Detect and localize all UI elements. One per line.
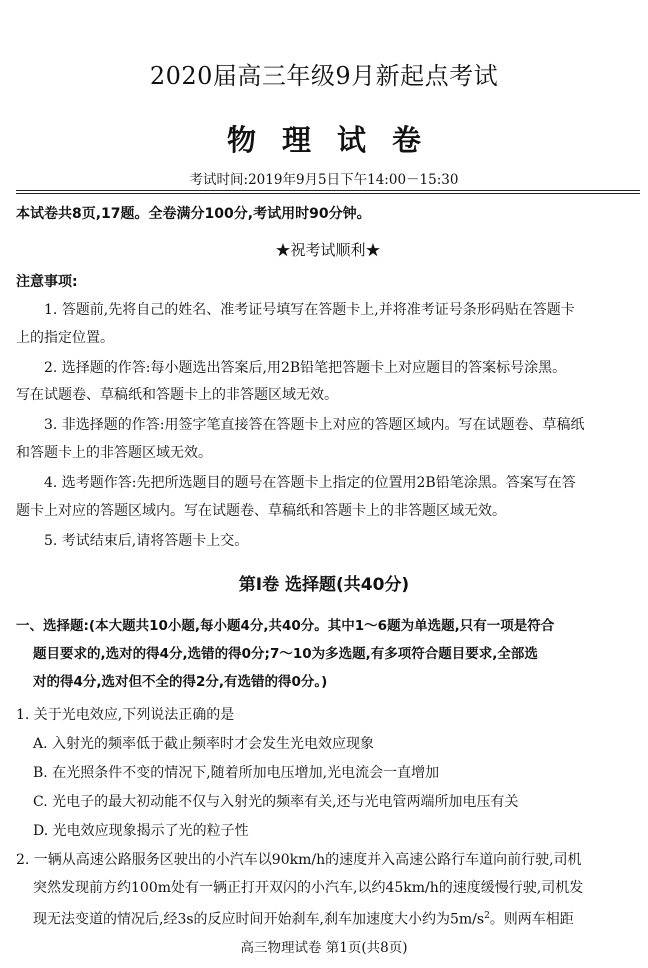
notice-1-line-1: 1. 答题前,先将自己的姓名、准考证号填写在答题卡上,并将准考证号条形码贴在答题卡 <box>44 302 575 318</box>
notice-2-line-1: 2. 选择题的作答:每小题选出答案后,用2B铅笔把答题卡上对应题目的答案标号涂黑。 <box>44 360 567 376</box>
section-instructions-line-2: 题目要求的,选对的得4分,选错的得0分;7～10为多选题,有多项符合题目要求,全部选 <box>33 646 538 662</box>
question-2-line-3-text: 现无法变道的情况后,经3s的反应时间开始刹车,刹车加速度大小约为5m/s <box>33 911 485 928</box>
exam-time: 考试时间:2019年9月5日下午14:00－15:30 <box>189 172 459 188</box>
notice-3-line-1: 3. 非选择题的作答:用签字笔直接答在答题卡上对应的答题区域内。写在试题卷、草稿纸 <box>44 417 585 433</box>
section-instructions-line-3: 对的得4分,选对但不全的得2分,有选错的得0分。) <box>33 674 328 690</box>
question-2-line-2: 突然发现前方约100m处有一辆正打开双闪的小汽车,以约45km/h的速度缓慢行驶,司机发 <box>33 880 584 896</box>
subject-title: 物理试卷 <box>226 123 447 157</box>
part-1-title: 第Ⅰ卷 选择题(共40分) <box>238 575 410 595</box>
question-2-line-3-tail: 。则两车相距 <box>489 911 574 928</box>
notice-heading: 注意事项: <box>16 274 78 290</box>
header-divider-double <box>16 193 640 194</box>
notice-4-line-2: 题卡上对应的答题区域内。写在试题卷、草稿纸和答题卡上的非答题区域无效。 <box>16 503 506 519</box>
question-1-option-d: D. 光电效应现象揭示了光的粒子性 <box>33 823 249 839</box>
page-footer: 高三物理试卷 第1页(共8页) <box>240 940 408 956</box>
notice-3-line-2: 和答题卡上的非答题区域无效。 <box>16 445 212 461</box>
question-2-line-1: 2. 一辆从高速公路服务区驶出的小汽车以90km/h的速度并入高速公路行车道向前行驶,司机 <box>16 852 582 868</box>
notice-5: 5. 考试结束后,请将答题卡上交。 <box>44 533 249 549</box>
question-1-stem: 1. 关于光电效应,下列说法正确的是 <box>16 707 235 723</box>
exponent: 2 <box>484 911 490 921</box>
good-luck-wish: ★祝考试顺利★ <box>275 241 381 259</box>
question-1-option-b: B. 在光照条件不变的情况下,随着所加电压增加,光电流会一直增加 <box>33 765 440 781</box>
notice-1-line-2: 上的指定位置。 <box>16 330 114 346</box>
exam-title: 2020届高三年级9月新起点考试 <box>149 62 499 90</box>
notice-2-line-2: 写在试题卷、草稿纸和答题卡上的非答题区域无效。 <box>16 387 338 403</box>
question-1-option-c: C. 光电子的最大初动能不仅与入射光的频率有关,还与光电管两端所加电压有关 <box>33 794 519 810</box>
section-instructions-line-1: 一、选择题:(本大题共10小题,每小题4分,共40分。其中1～6题为单选题,只有一项是符合 <box>16 618 555 634</box>
notice-4-line-1: 4. 选考题作答:先把所选题目的题号在答题卡上指定的位置用2B铅笔涂黑。答案写在答 <box>44 475 576 491</box>
header-divider <box>16 190 640 191</box>
question-2-line-3 <box>33 906 640 930</box>
question-1-option-a: A. 入射光的频率低于截止频率时才会发生光电效应现象 <box>33 736 375 752</box>
exam-summary: 本试卷共8页,17题。全卷满分100分,考试用时90分钟。 <box>16 206 371 222</box>
